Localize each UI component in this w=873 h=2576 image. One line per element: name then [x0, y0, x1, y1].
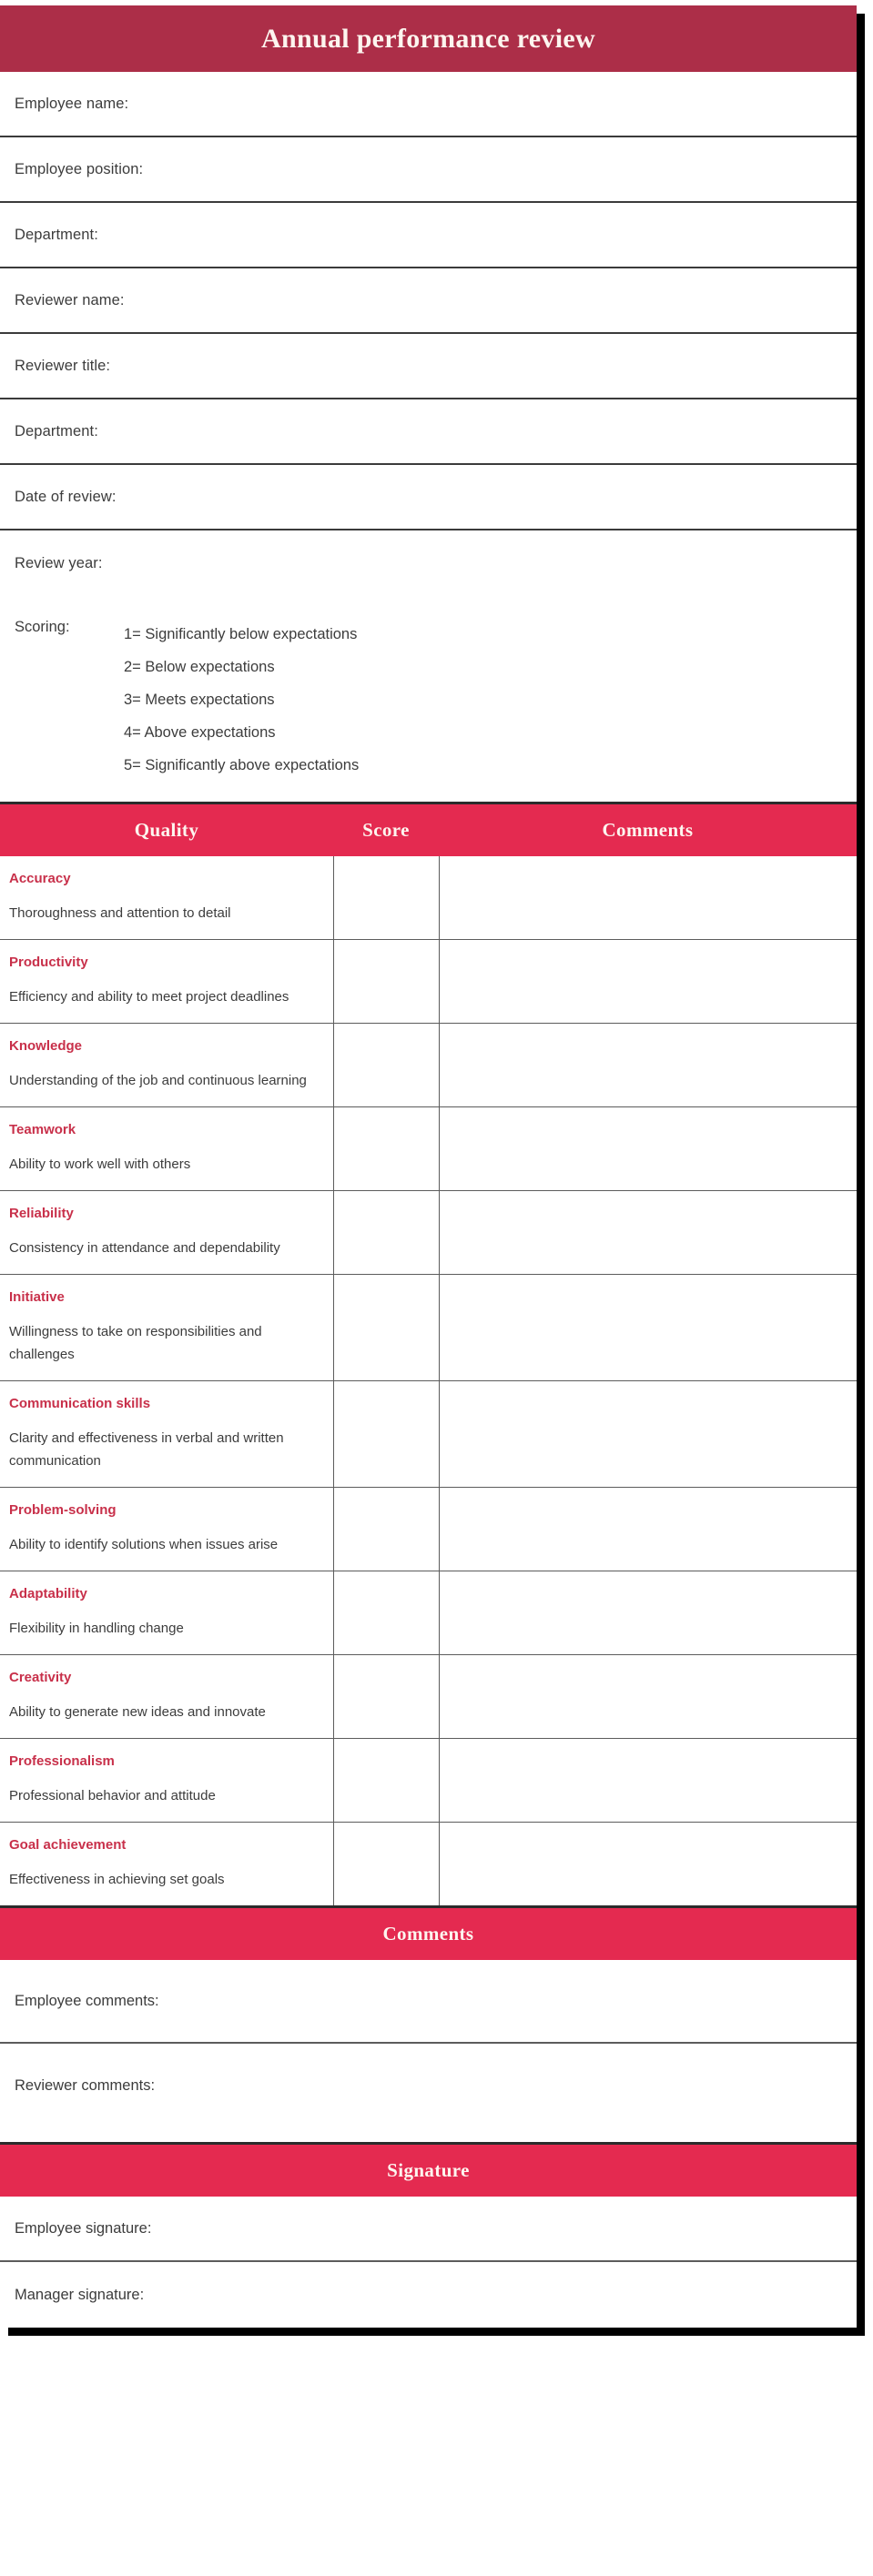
criteria-comment-value [440, 1655, 858, 1691]
criteria-description: Thoroughness and attention to detail [9, 905, 231, 921]
table-row [0, 1571, 857, 1655]
info-field-row[interactable] [0, 334, 857, 399]
criteria-comment-value [440, 1107, 858, 1143]
criteria-quality-content [0, 1381, 333, 1487]
criteria-quality-cell [0, 1571, 333, 1655]
scoring-label: Scoring: [15, 619, 70, 635]
criteria-quality-cell [0, 1488, 333, 1571]
info-field-label: Employee name: [15, 95, 129, 112]
criteria-comment-value [440, 940, 858, 975]
criteria-comment-value [440, 856, 858, 892]
criteria-comment-value [440, 1823, 858, 1858]
criteria-comment-cell[interactable] [439, 1571, 857, 1655]
info-fields-group [0, 72, 857, 596]
criteria-score-cell[interactable] [333, 1823, 439, 1906]
criteria-quality-content [0, 1823, 333, 1905]
criteria-comment-cell[interactable] [439, 1739, 857, 1823]
criteria-description: Willingness to take on responsibilities and challenges [9, 1324, 262, 1362]
info-field-label: Reviewer name: [15, 291, 125, 308]
criteria-name: Creativity [9, 1670, 72, 1685]
info-field-row[interactable] [0, 399, 857, 465]
criteria-comment-value [440, 1488, 858, 1523]
document-sheet [0, 5, 857, 2328]
comments-field-label: Reviewer comments: [15, 2076, 156, 2094]
scoring-item: 1= Significantly below expectations [124, 626, 358, 642]
criteria-score-value [334, 1655, 439, 1691]
info-field-row[interactable] [0, 268, 857, 334]
criteria-score-value [334, 1191, 439, 1227]
page-title: Annual performance review [261, 23, 595, 54]
criteria-comment-cell[interactable] [439, 1107, 857, 1191]
criteria-quality-cell [0, 1823, 333, 1906]
criteria-comment-value [440, 1191, 858, 1227]
criteria-quality-content [0, 1107, 333, 1190]
criteria-score-value [334, 1381, 439, 1417]
column-header-score: Score [362, 819, 410, 841]
signature-section-header [0, 2142, 857, 2197]
criteria-name: Teamwork [9, 1122, 76, 1137]
criteria-comment-cell[interactable] [439, 1823, 857, 1906]
criteria-comment-value [440, 1275, 858, 1310]
criteria-score-cell[interactable] [333, 1655, 439, 1739]
criteria-score-value [334, 1488, 439, 1523]
criteria-score-value [334, 1823, 439, 1858]
signature-field-label: Employee signature: [15, 2219, 152, 2237]
criteria-quality-content [0, 1191, 333, 1274]
comments-fields-group [0, 1960, 857, 2127]
criteria-quality-content [0, 1571, 333, 1654]
criteria-comment-cell[interactable] [439, 1655, 857, 1739]
criteria-comment-cell[interactable] [439, 1381, 857, 1488]
criteria-name: Reliability [9, 1206, 74, 1221]
criteria-score-cell[interactable] [333, 856, 439, 940]
criteria-score-cell[interactable] [333, 1739, 439, 1823]
criteria-score-cell[interactable] [333, 1275, 439, 1381]
criteria-quality-cell [0, 1655, 333, 1739]
signature-field-label: Manager signature: [15, 2286, 145, 2303]
criteria-description: Understanding of the job and continuous learning [9, 1073, 307, 1088]
criteria-description: Professional behavior and attitude [9, 1788, 216, 1803]
criteria-quality-content [0, 1655, 333, 1738]
comments-heading: Comments [382, 1923, 474, 1945]
info-field-label: Reviewer title: [15, 357, 111, 374]
criteria-name: Accuracy [9, 871, 71, 886]
criteria-comment-cell[interactable] [439, 1275, 857, 1381]
criteria-quality-content [0, 940, 333, 1023]
criteria-comment-cell[interactable] [439, 940, 857, 1024]
signature-heading: Signature [387, 2159, 470, 2181]
criteria-name: Productivity [9, 955, 88, 970]
scoring-item: 2= Below expectations [124, 659, 275, 675]
table-row [0, 856, 857, 940]
info-field-row[interactable] [0, 530, 857, 596]
criteria-table-header [0, 802, 857, 856]
criteria-quality-cell [0, 1381, 333, 1488]
criteria-quality-content [0, 1275, 333, 1380]
info-field-label: Review year: [15, 554, 103, 571]
criteria-name: Adaptability [9, 1586, 87, 1601]
criteria-table [0, 856, 857, 1905]
scoring-list [124, 618, 359, 782]
criteria-score-value [334, 1107, 439, 1143]
criteria-quality-content [0, 1024, 333, 1106]
comments-field-row[interactable] [0, 1960, 857, 2044]
criteria-quality-content [0, 1488, 333, 1571]
scoring-legend [0, 596, 857, 802]
comments-field-label: Employee comments: [15, 1992, 159, 2009]
criteria-name: Problem-solving [9, 1502, 117, 1518]
criteria-quality-cell [0, 940, 333, 1024]
criteria-comment-value [440, 1739, 858, 1774]
criteria-quality-cell [0, 1739, 333, 1823]
criteria-name: Communication skills [9, 1396, 151, 1411]
criteria-score-cell[interactable] [333, 1571, 439, 1655]
criteria-description: Ability to generate new ideas and innovate [9, 1704, 266, 1720]
column-header-comments: Comments [602, 819, 694, 841]
info-field-label: Department: [15, 226, 98, 243]
criteria-description: Effectiveness in achieving set goals [9, 1872, 225, 1887]
criteria-quality-content [0, 1739, 333, 1822]
criteria-comment-value [440, 1024, 858, 1059]
criteria-score-value [334, 1275, 439, 1310]
criteria-score-value [334, 856, 439, 892]
criteria-quality-cell [0, 1191, 333, 1275]
table-row [0, 1381, 857, 1488]
criteria-comment-cell[interactable] [439, 1488, 857, 1571]
section-spacer [0, 2127, 857, 2142]
table-row [0, 1488, 857, 1571]
criteria-name: Goal achievement [9, 1837, 127, 1853]
criteria-score-value [334, 1739, 439, 1774]
criteria-score-cell[interactable] [333, 1488, 439, 1571]
criteria-quality-cell [0, 1107, 333, 1191]
criteria-description: Ability to work well with others [9, 1157, 191, 1172]
table-row [0, 940, 857, 1024]
criteria-quality-content [0, 856, 333, 939]
criteria-comment-cell[interactable] [439, 1024, 857, 1107]
table-row [0, 1739, 857, 1823]
criteria-quality-cell [0, 1024, 333, 1107]
scoring-item: 4= Above expectations [124, 724, 276, 741]
info-field-label: Date of review: [15, 488, 117, 505]
criteria-description: Flexibility in handling change [9, 1621, 184, 1636]
table-row [0, 1024, 857, 1107]
table-row [0, 1275, 857, 1381]
criteria-score-value [334, 1024, 439, 1059]
table-row [0, 1655, 857, 1739]
table-row [0, 1823, 857, 1906]
criteria-description: Consistency in attendance and dependability [9, 1240, 280, 1256]
criteria-description: Ability to identify solutions when issues arise [9, 1537, 279, 1552]
criteria-quality-cell [0, 1275, 333, 1381]
info-field-row[interactable] [0, 72, 857, 137]
criteria-score-cell[interactable] [333, 940, 439, 1024]
criteria-score-value [334, 940, 439, 975]
signature-field-row[interactable] [0, 2262, 857, 2328]
info-field-row[interactable] [0, 465, 857, 530]
criteria-comment-cell[interactable] [439, 1191, 857, 1275]
criteria-comment-cell[interactable] [439, 856, 857, 940]
document-title-bar [0, 5, 857, 72]
info-field-row[interactable] [0, 137, 857, 203]
criteria-quality-cell [0, 856, 333, 940]
criteria-score-value [334, 1571, 439, 1607]
criteria-score-cell[interactable] [333, 1024, 439, 1107]
signature-fields-group [0, 2197, 857, 2328]
criteria-description: Efficiency and ability to meet project deadlines [9, 989, 289, 1005]
comments-section-header [0, 1905, 857, 1960]
info-field-label: Department: [15, 422, 98, 439]
column-header-quality: Quality [134, 819, 199, 841]
criteria-comment-value [440, 1381, 858, 1417]
criteria-score-cell[interactable] [333, 1191, 439, 1275]
criteria-name: Professionalism [9, 1753, 115, 1769]
scoring-item: 5= Significantly above expectations [124, 757, 360, 773]
criteria-score-cell[interactable] [333, 1107, 439, 1191]
criteria-name: Knowledge [9, 1038, 83, 1054]
info-field-row[interactable] [0, 203, 857, 268]
comments-field-row[interactable] [0, 2044, 857, 2127]
info-field-label: Employee position: [15, 160, 144, 177]
criteria-comment-value [440, 1571, 858, 1607]
signature-field-row[interactable] [0, 2197, 857, 2262]
criteria-name: Initiative [9, 1289, 65, 1305]
table-row [0, 1191, 857, 1275]
scoring-item: 3= Meets expectations [124, 692, 275, 708]
table-row [0, 1107, 857, 1191]
criteria-score-cell[interactable] [333, 1381, 439, 1488]
criteria-description: Clarity and effectiveness in verbal and written communication [9, 1430, 284, 1469]
